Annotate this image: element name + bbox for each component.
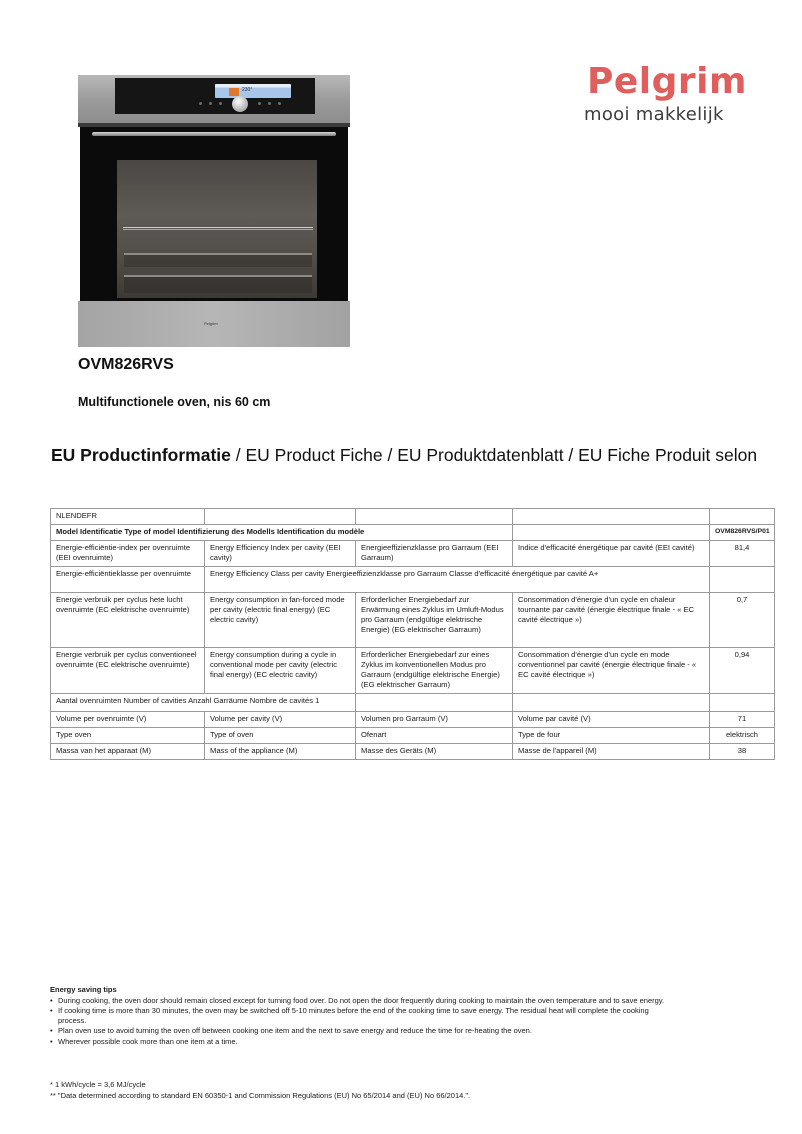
table-row [51, 567, 775, 593]
table-cell-de: Erforderlicher Energiebedarf zur eines Zyklus im konventionellen Modus pro Garraum (endgültige elektrische Energie) (EG elektrischer Garraum) [356, 648, 513, 694]
table-row [51, 712, 775, 728]
product-fiche-table [50, 508, 775, 760]
list-item: • During cooking, the oven door should remain closed except for turning food over. Do not open the door frequently during cooking to maintain the oven temperature and to save energy. [50, 996, 670, 1006]
table-cell-en: Energy consumption in fan-forced mode per cavity (electric final energy) (EC electric cavity) [205, 593, 356, 648]
energy-saving-tips [50, 985, 670, 1048]
table-cell [513, 694, 710, 712]
table-cell-nl: Type oven [51, 728, 205, 744]
list-item: • If cooking time is more than 30 minutes, the oven may be switched off 5-10 minutes before the end of the cooking time to save energy. The residual heat will complete the cooking process. [50, 1006, 670, 1025]
product-model: OVM826RVS [78, 356, 174, 373]
table-cell-nl: Energie verbruik per cyclus conventioneel ovenruimte (EC elektrische ovenruimte) [51, 648, 205, 694]
brand-tagline: mooi makkelijk [584, 104, 724, 125]
table-cell: NLENDEFR [51, 509, 205, 525]
table-row [51, 648, 775, 694]
table-cell-merged: Energy Efficiency Class per cavity Energieeffizienzklasse pro Garraum Classe d'efficacité énergétique par cavité A+ [205, 567, 710, 593]
oven-rack [123, 227, 313, 230]
oven-tray [124, 253, 312, 267]
footnote-conversion: * 1 kWh/cycle = 3,6 MJ/cycle [50, 1080, 146, 1089]
oven-display-temperature: 230° [242, 87, 253, 93]
table-cell [356, 694, 513, 712]
table-cell [513, 525, 710, 541]
table-cell-value: 81,4 [710, 541, 775, 567]
table-cell-value [710, 567, 775, 593]
table-cell-nl: Volume per ovenruimte (V) [51, 712, 205, 728]
table-cell-de: Masse des Geräts (M) [356, 744, 513, 760]
table-row-model-identification [51, 525, 775, 541]
oven-bottom-panel [78, 301, 350, 347]
table-cell [513, 509, 710, 525]
oven-display [215, 84, 291, 98]
table-cell-en: Volume per cavity (V) [205, 712, 356, 728]
table-row [51, 728, 775, 744]
tips-title: Energy saving tips [50, 985, 117, 994]
oven-tray [124, 275, 312, 293]
oven-control-strip [115, 78, 315, 114]
table-cell-fr: Volume par cavité (V) [513, 712, 710, 728]
brand-wordmark: Pelgrim [587, 61, 748, 102]
oven-brand-mark: Pelgrim [204, 321, 218, 326]
oven-button-icon [268, 102, 271, 105]
table-cell-de: Volumen pro Garraum (V) [356, 712, 513, 728]
footnotes [50, 1079, 470, 1101]
oven-button-icon [278, 102, 281, 105]
oven-control-panel [78, 75, 350, 123]
table-cell-de: Ofenart [356, 728, 513, 744]
page-heading-rest: / EU Product Fiche / EU Produktdatenblatt / EU Fiche Produit selon [230, 445, 758, 465]
table-cell-value: elektrisch [710, 728, 775, 744]
brand-logo [584, 62, 784, 125]
table-cell-label: Model Identificatie Type of model Identifizierung des Modells Identification du modèle [51, 525, 513, 541]
table-cell-value: 0,94 [710, 648, 775, 694]
table-cell-merged: Aantal ovenruimten Number of cavities Anzahl Garräume Nombre de cavités 1 [51, 694, 356, 712]
table-cell-value: 0,7 [710, 593, 775, 648]
table-cell-value [710, 694, 775, 712]
page-heading [51, 445, 757, 466]
table-cell-value: 38 [710, 744, 775, 760]
table-cell-de: Energieeffizienzklasse pro Garraum (EEI Garraum) [356, 541, 513, 567]
table-cell-en: Energy Efficiency Index per cavity (EEI cavity) [205, 541, 356, 567]
table-cell-en: Type of oven [205, 728, 356, 744]
footnote-standard: ** "Data determined according to standard EN 60350-1 and Commission Regulations (EU) No 65/2014 and (EU) No 66/2014.". [50, 1091, 471, 1100]
table-cell-nl: Energie-efficiëntieklasse per ovenruimte [51, 567, 205, 593]
table-cell [356, 509, 513, 525]
table-cell-fr: Consommation d'énergie d'un cycle en chaleur tournante par cavité (énergie électrique finale - « EC cavité électrique ») [513, 593, 710, 648]
table-cell [205, 509, 356, 525]
list-item: • Wherever possible cook more than one item at a time. [50, 1037, 670, 1047]
table-cell-fr: Indice d'efficacité énergétique par cavité (EEI cavité) [513, 541, 710, 567]
oven-button-icon [258, 102, 261, 105]
table-row [51, 593, 775, 648]
table-row [51, 694, 775, 712]
table-cell-de: Erforderlicher Energiebedarf zur Erwärmung eines Zyklus im Umluft-Modus pro Garraum (endgültige elektrische Energie) (EG elektrischer Garraum) [356, 593, 513, 648]
table-row [51, 744, 775, 760]
table-cell-en: Energy consumption during a cycle in conventional mode per cavity (electric final energy) (EC electric cavity) [205, 648, 356, 694]
oven-button-icon [219, 102, 222, 105]
table-cell-nl: Massa van het apparaat (M) [51, 744, 205, 760]
tips-list [50, 996, 670, 1047]
table-cell-en: Mass of the appliance (M) [205, 744, 356, 760]
product-description: Multifunctionele oven, nis 60 cm [78, 395, 271, 409]
oven-button-icon [199, 102, 202, 105]
table-cell-fr: Consommation d'énergie d'un cycle en mode conventionnel par cavité (énergie électrique finale - « EC cavité électrique ») [513, 648, 710, 694]
table-cell-value: 71 [710, 712, 775, 728]
table-cell-fr: Masse de l'appareil (M) [513, 744, 710, 760]
product-image-oven [78, 75, 350, 347]
table-row-languages [51, 509, 775, 525]
list-item: • Plan oven use to avoid turning the oven off between cooking one item and the next to save energy and reduce the time for re-heating the oven. [50, 1026, 670, 1036]
table-cell [710, 509, 775, 525]
oven-handle [92, 132, 336, 136]
oven-display-highlight-icon [229, 88, 239, 96]
table-row [51, 541, 775, 567]
table-cell-nl: Energie-efficiëntie-index per ovenruimte (EEI ovenruimte) [51, 541, 205, 567]
table-cell-value: OVM826RVS/P01 [710, 525, 775, 541]
table-cell-fr: Type de four [513, 728, 710, 744]
oven-knob-icon [232, 96, 248, 112]
table-cell-nl: Energie verbruik per cyclus hete lucht ovenruimte (EC elektrische ovenruimte) [51, 593, 205, 648]
oven-button-icon [209, 102, 212, 105]
page-heading-bold: EU Productinformatie [51, 445, 231, 465]
